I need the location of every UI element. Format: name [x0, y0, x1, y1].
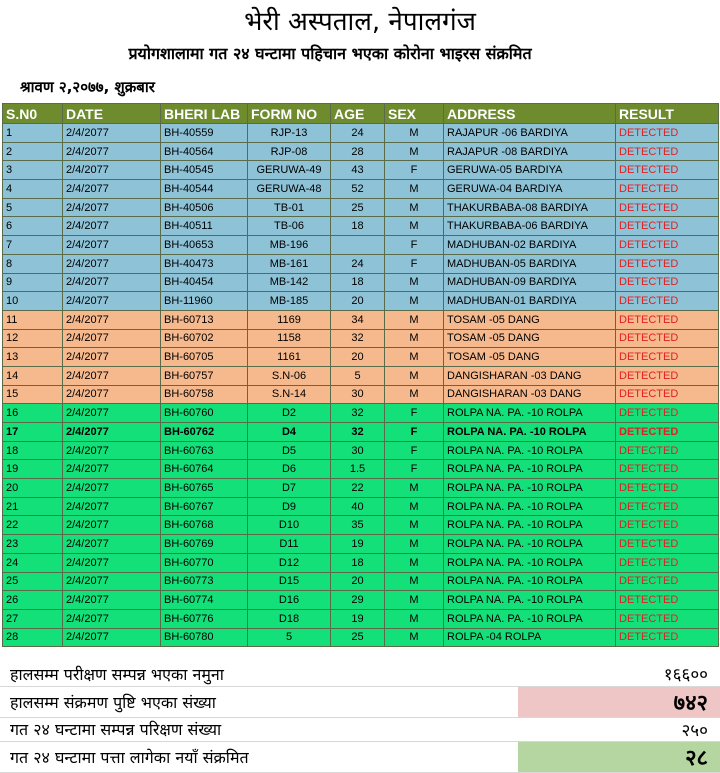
col-result-cell: DETECTED — [616, 553, 719, 572]
col-bheri-lab-cell: BH-60767 — [161, 497, 248, 516]
summary-table — [0, 662, 720, 773]
col-date-cell: 2/4/2077 — [63, 198, 161, 217]
col-sex-cell: F — [385, 441, 444, 460]
col-form-no-cell: 1169 — [248, 310, 331, 329]
col-result-cell: DETECTED — [616, 310, 719, 329]
col-date-cell: 2/4/2077 — [63, 161, 161, 180]
col-address-cell: ROLPA NA. PA. -10 ROLPA — [444, 535, 616, 554]
table-row — [3, 180, 719, 199]
col-bheri-lab-cell: BH-40545 — [161, 161, 248, 180]
col-sno-cell: 7 — [3, 236, 63, 255]
col-result-cell: DETECTED — [616, 572, 719, 591]
col-form-no-cell: MB-142 — [248, 273, 331, 292]
col-age-cell: 18 — [331, 273, 385, 292]
col-age-cell: 24 — [331, 124, 385, 143]
col-address-header: ADDRESS — [444, 104, 616, 124]
col-form-no-cell: D10 — [248, 516, 331, 535]
col-address-cell: DANGISHARAN -03 DANG — [444, 366, 616, 385]
col-address-cell: ROLPA NA. PA. -10 ROLPA — [444, 423, 616, 442]
col-bheri-lab-cell: BH-40473 — [161, 254, 248, 273]
col-sex-cell: F — [385, 254, 444, 273]
col-age-cell: 28 — [331, 142, 385, 161]
col-sno-header: S.N0 — [3, 104, 63, 124]
table-row — [3, 479, 719, 498]
col-bheri-lab-cell: BH-60776 — [161, 609, 248, 628]
col-sex-cell: M — [385, 497, 444, 516]
col-address-cell: TOSAM -05 DANG — [444, 329, 616, 348]
col-bheri-lab-cell: BH-40564 — [161, 142, 248, 161]
col-age-cell: 22 — [331, 479, 385, 498]
table-row — [3, 292, 719, 311]
summary-label: हालसम्म संक्रमण पुष्टि भएका संख्या — [0, 686, 518, 717]
col-age-cell: 5 — [331, 366, 385, 385]
col-age-cell: 52 — [331, 180, 385, 199]
table-row — [3, 254, 719, 273]
col-sno-cell: 2 — [3, 142, 63, 161]
table-row — [3, 535, 719, 554]
col-address-cell: ROLPA NA. PA. -10 ROLPA — [444, 591, 616, 610]
col-form-no-cell: D4 — [248, 423, 331, 442]
col-date-cell: 2/4/2077 — [63, 236, 161, 255]
col-date-cell: 2/4/2077 — [63, 591, 161, 610]
col-date-cell: 2/4/2077 — [63, 329, 161, 348]
col-sex-cell: M — [385, 479, 444, 498]
col-form-no-cell: GERUWA-49 — [248, 161, 331, 180]
table-row — [3, 591, 719, 610]
col-age-cell: 18 — [331, 553, 385, 572]
col-date-cell: 2/4/2077 — [63, 497, 161, 516]
col-result-cell: DETECTED — [616, 124, 719, 143]
col-sno-cell: 23 — [3, 535, 63, 554]
col-age-cell: 34 — [331, 310, 385, 329]
col-form-no-cell: 1158 — [248, 329, 331, 348]
col-sex-cell: M — [385, 217, 444, 236]
col-form-no-cell: MB-185 — [248, 292, 331, 311]
col-result-cell: DETECTED — [616, 535, 719, 554]
col-date-cell: 2/4/2077 — [63, 535, 161, 554]
col-result-cell: DETECTED — [616, 142, 719, 161]
col-sex-cell: M — [385, 366, 444, 385]
col-form-no-cell: D15 — [248, 572, 331, 591]
col-result-cell: DETECTED — [616, 348, 719, 367]
col-date-cell: 2/4/2077 — [63, 366, 161, 385]
col-sno-cell: 8 — [3, 254, 63, 273]
col-form-no-cell: D2 — [248, 404, 331, 423]
col-form-no-cell: RJP-08 — [248, 142, 331, 161]
summary-value: २५० — [518, 717, 720, 741]
col-sex-cell: M — [385, 516, 444, 535]
col-result-cell: DETECTED — [616, 497, 719, 516]
col-address-cell: GERUWA-05 BARDIYA — [444, 161, 616, 180]
col-age-header: AGE — [331, 104, 385, 124]
col-bheri-lab-cell: BH-40454 — [161, 273, 248, 292]
col-sno-cell: 16 — [3, 404, 63, 423]
col-sno-cell: 3 — [3, 161, 63, 180]
col-date-cell: 2/4/2077 — [63, 310, 161, 329]
col-sex-cell: M — [385, 553, 444, 572]
col-age-cell: 18 — [331, 217, 385, 236]
table-row — [3, 628, 719, 647]
col-address-cell: ROLPA NA. PA. -10 ROLPA — [444, 516, 616, 535]
summary-row — [0, 717, 720, 741]
col-address-cell: MADHUBAN-05 BARDIYA — [444, 254, 616, 273]
col-sno-cell: 6 — [3, 217, 63, 236]
col-bheri-lab-cell: BH-60705 — [161, 348, 248, 367]
col-date-cell: 2/4/2077 — [63, 217, 161, 236]
col-sno-cell: 5 — [3, 198, 63, 217]
summary-row — [0, 686, 720, 717]
summary-label: गत २४ घन्टामा सम्पन्न परिक्षण संख्या — [0, 717, 518, 741]
col-bheri-lab-cell: BH-60780 — [161, 628, 248, 647]
col-result-cell: DETECTED — [616, 423, 719, 442]
summary-value: २८ — [518, 741, 720, 772]
col-result-cell: DETECTED — [616, 591, 719, 610]
table-row — [3, 236, 719, 255]
summary-value: ७४२ — [518, 686, 720, 717]
col-bheri-lab-cell: BH-60764 — [161, 460, 248, 479]
col-result-cell: DETECTED — [616, 609, 719, 628]
col-sno-cell: 12 — [3, 329, 63, 348]
col-bheri-lab-cell: BH-60758 — [161, 385, 248, 404]
table-row — [3, 124, 719, 143]
table-row — [3, 348, 719, 367]
col-sno-cell: 14 — [3, 366, 63, 385]
col-result-cell: DETECTED — [616, 441, 719, 460]
table-header-row — [3, 104, 719, 124]
col-age-cell: 32 — [331, 423, 385, 442]
col-bheri-lab-cell: BH-60757 — [161, 366, 248, 385]
col-sex-cell: M — [385, 591, 444, 610]
col-date-cell: 2/4/2077 — [63, 273, 161, 292]
col-bheri-lab-cell: BH-60713 — [161, 310, 248, 329]
col-age-cell: 1.5 — [331, 460, 385, 479]
col-date-cell: 2/4/2077 — [63, 572, 161, 591]
col-age-cell: 32 — [331, 404, 385, 423]
col-date-cell: 2/4/2077 — [63, 180, 161, 199]
col-form-no-cell: D12 — [248, 553, 331, 572]
table-row — [3, 497, 719, 516]
col-bheri-lab-cell: BH-40653 — [161, 236, 248, 255]
col-address-cell: TOSAM -05 DANG — [444, 348, 616, 367]
col-sex-cell: F — [385, 404, 444, 423]
table-row — [3, 572, 719, 591]
table-row — [3, 161, 719, 180]
col-sex-cell: F — [385, 460, 444, 479]
col-age-cell: 25 — [331, 198, 385, 217]
table-row — [3, 516, 719, 535]
col-result-cell: DETECTED — [616, 404, 719, 423]
col-form-no-cell: S.N-14 — [248, 385, 331, 404]
page-title: भेरी अस्पताल, नेपालगंज — [244, 7, 476, 37]
col-age-cell: 20 — [331, 292, 385, 311]
col-age-cell: 32 — [331, 329, 385, 348]
col-form-no-cell: D7 — [248, 479, 331, 498]
col-bheri-lab-cell: BH-40511 — [161, 217, 248, 236]
col-sno-cell: 21 — [3, 497, 63, 516]
col-sex-cell: F — [385, 236, 444, 255]
col-sex-cell: M — [385, 180, 444, 199]
col-bheri-lab-cell: BH-60769 — [161, 535, 248, 554]
col-result-header: RESULT — [616, 104, 719, 124]
col-bheri-lab-cell: BH-60765 — [161, 479, 248, 498]
col-result-cell: DETECTED — [616, 198, 719, 217]
col-address-cell: ROLPA NA. PA. -10 ROLPA — [444, 404, 616, 423]
table-row — [3, 553, 719, 572]
col-date-cell: 2/4/2077 — [63, 479, 161, 498]
col-sex-cell: M — [385, 609, 444, 628]
col-result-cell: DETECTED — [616, 292, 719, 311]
col-form-no-cell: D5 — [248, 441, 331, 460]
col-age-cell: 25 — [331, 628, 385, 647]
col-sex-cell: F — [385, 423, 444, 442]
summary-value: १६६०० — [518, 662, 720, 686]
col-result-cell: DETECTED — [616, 385, 719, 404]
col-address-cell: ROLPA NA. PA. -10 ROLPA — [444, 479, 616, 498]
col-bheri-lab-cell: BH-60760 — [161, 404, 248, 423]
col-bheri-lab-cell: BH-60770 — [161, 553, 248, 572]
col-address-cell: ROLPA NA. PA. -10 ROLPA — [444, 609, 616, 628]
col-date-cell: 2/4/2077 — [63, 460, 161, 479]
col-form-no-cell: S.N-06 — [248, 366, 331, 385]
col-form-no-cell: GERUWA-48 — [248, 180, 331, 199]
report-date: श्रावण २,२०७७, शुक्रबार — [20, 78, 155, 96]
col-form-no-cell: RJP-13 — [248, 124, 331, 143]
col-sno-cell: 26 — [3, 591, 63, 610]
col-age-cell: 30 — [331, 385, 385, 404]
col-address-cell: ROLPA NA. PA. -10 ROLPA — [444, 553, 616, 572]
table-row — [3, 273, 719, 292]
col-address-cell: MADHUBAN-02 BARDIYA — [444, 236, 616, 255]
col-sex-cell: M — [385, 572, 444, 591]
table-row — [3, 366, 719, 385]
col-age-cell: 29 — [331, 591, 385, 610]
col-form-no-cell: 1161 — [248, 348, 331, 367]
col-result-cell: DETECTED — [616, 273, 719, 292]
col-date-cell: 2/4/2077 — [63, 292, 161, 311]
col-bheri-lab-cell: BH-40506 — [161, 198, 248, 217]
col-age-cell: 40 — [331, 497, 385, 516]
col-date-cell: 2/4/2077 — [63, 516, 161, 535]
col-sex-cell: M — [385, 292, 444, 311]
col-address-cell: GERUWA-04 BARDIYA — [444, 180, 616, 199]
col-sno-cell: 22 — [3, 516, 63, 535]
col-age-cell — [331, 236, 385, 255]
col-form-no-cell: D11 — [248, 535, 331, 554]
col-sex-cell: M — [385, 628, 444, 647]
col-age-cell: 35 — [331, 516, 385, 535]
summary-label: हालसम्म परीक्षण सम्पन्न भएका नमुना — [0, 662, 518, 686]
col-address-cell: MADHUBAN-09 BARDIYA — [444, 273, 616, 292]
patients-table — [2, 103, 719, 647]
col-form-no-cell: MB-196 — [248, 236, 331, 255]
col-address-cell: RAJAPUR -08 BARDIYA — [444, 142, 616, 161]
col-address-cell: DANGISHARAN -03 DANG — [444, 385, 616, 404]
col-date-cell: 2/4/2077 — [63, 385, 161, 404]
col-form-no-cell: TB-01 — [248, 198, 331, 217]
col-sex-cell: M — [385, 273, 444, 292]
col-age-cell: 43 — [331, 161, 385, 180]
col-sex-header: SEX — [385, 104, 444, 124]
col-bheri-lab-cell: BH-60763 — [161, 441, 248, 460]
col-date-cell: 2/4/2077 — [63, 628, 161, 647]
col-sno-cell: 27 — [3, 609, 63, 628]
table-row — [3, 385, 719, 404]
col-address-cell: ROLPA NA. PA. -10 ROLPA — [444, 460, 616, 479]
col-address-cell: ROLPA NA. PA. -10 ROLPA — [444, 572, 616, 591]
col-address-cell: THAKURBABA-06 BARDIYA — [444, 217, 616, 236]
col-bheri-lab-cell: BH-40559 — [161, 124, 248, 143]
col-date-cell: 2/4/2077 — [63, 348, 161, 367]
col-result-cell: DETECTED — [616, 628, 719, 647]
col-date-header: DATE — [63, 104, 161, 124]
col-bheri-lab-cell: BH-11960 — [161, 292, 248, 311]
col-date-cell: 2/4/2077 — [63, 404, 161, 423]
col-age-cell: 19 — [331, 535, 385, 554]
col-address-cell: ROLPA -04 ROLPA — [444, 628, 616, 647]
col-sno-cell: 25 — [3, 572, 63, 591]
table-row — [3, 310, 719, 329]
col-result-cell: DETECTED — [616, 516, 719, 535]
col-form-no-cell: D16 — [248, 591, 331, 610]
col-age-cell: 30 — [331, 441, 385, 460]
col-sex-cell: M — [385, 142, 444, 161]
col-sno-cell: 9 — [3, 273, 63, 292]
col-sex-cell: M — [385, 124, 444, 143]
table-row — [3, 441, 719, 460]
col-sno-cell: 28 — [3, 628, 63, 647]
col-address-cell: MADHUBAN-01 BARDIYA — [444, 292, 616, 311]
col-age-cell: 20 — [331, 572, 385, 591]
col-bheri-lab-cell: BH-60702 — [161, 329, 248, 348]
col-sno-cell: 19 — [3, 460, 63, 479]
table-row — [3, 460, 719, 479]
col-address-cell: TOSAM -05 DANG — [444, 310, 616, 329]
page-subtitle: प्रयोगशालामा गत २४ घन्टामा पहिचान भएका कोरोना भाइरस संक्रमित — [128, 44, 532, 63]
col-result-cell: DETECTED — [616, 217, 719, 236]
col-bheri-lab-cell: BH-60774 — [161, 591, 248, 610]
table-body — [3, 124, 719, 647]
col-form-no-cell: D9 — [248, 497, 331, 516]
col-form-no-header: FORM NO — [248, 104, 331, 124]
col-result-cell: DETECTED — [616, 479, 719, 498]
col-sno-cell: 13 — [3, 348, 63, 367]
col-bheri-lab-cell: BH-60768 — [161, 516, 248, 535]
col-sno-cell: 11 — [3, 310, 63, 329]
col-result-cell: DETECTED — [616, 180, 719, 199]
table-row — [3, 609, 719, 628]
col-bheri-lab-cell: BH-60762 — [161, 423, 248, 442]
col-address-cell: RAJAPUR -06 BARDIYA — [444, 124, 616, 143]
summary-label: गत २४ घन्टामा पत्ता लागेका नयाँ संक्रमित — [0, 741, 518, 772]
col-date-cell: 2/4/2077 — [63, 423, 161, 442]
col-age-cell: 24 — [331, 254, 385, 273]
col-sex-cell: M — [385, 535, 444, 554]
col-sex-cell: F — [385, 161, 444, 180]
col-bheri-lab-cell: BH-40544 — [161, 180, 248, 199]
col-result-cell: DETECTED — [616, 254, 719, 273]
col-date-cell: 2/4/2077 — [63, 142, 161, 161]
col-age-cell: 20 — [331, 348, 385, 367]
col-sno-cell: 10 — [3, 292, 63, 311]
col-result-cell: DETECTED — [616, 236, 719, 255]
col-date-cell: 2/4/2077 — [63, 553, 161, 572]
col-bheri-lab-cell: BH-60773 — [161, 572, 248, 591]
col-sex-cell: M — [385, 348, 444, 367]
col-date-cell: 2/4/2077 — [63, 609, 161, 628]
col-age-cell: 19 — [331, 609, 385, 628]
col-sex-cell: M — [385, 329, 444, 348]
col-result-cell: DETECTED — [616, 366, 719, 385]
col-sno-cell: 17 — [3, 423, 63, 442]
col-date-cell: 2/4/2077 — [63, 441, 161, 460]
col-form-no-cell: TB-06 — [248, 217, 331, 236]
col-sno-cell: 4 — [3, 180, 63, 199]
col-sex-cell: M — [385, 310, 444, 329]
col-sno-cell: 15 — [3, 385, 63, 404]
col-sex-cell: M — [385, 385, 444, 404]
table-row — [3, 329, 719, 348]
col-form-no-cell: 5 — [248, 628, 331, 647]
table-row — [3, 423, 719, 442]
col-bheri-lab-header: BHERI LAB — [161, 104, 248, 124]
table-row — [3, 217, 719, 236]
col-form-no-cell: MB-161 — [248, 254, 331, 273]
col-sno-cell: 24 — [3, 553, 63, 572]
col-sno-cell: 1 — [3, 124, 63, 143]
col-address-cell: ROLPA NA. PA. -10 ROLPA — [444, 441, 616, 460]
table-row — [3, 142, 719, 161]
col-address-cell: THAKURBABA-08 BARDIYA — [444, 198, 616, 217]
col-result-cell: DETECTED — [616, 460, 719, 479]
col-form-no-cell: D6 — [248, 460, 331, 479]
col-address-cell: ROLPA NA. PA. -10 ROLPA — [444, 497, 616, 516]
col-form-no-cell: D18 — [248, 609, 331, 628]
table-row — [3, 198, 719, 217]
col-result-cell: DETECTED — [616, 161, 719, 180]
col-date-cell: 2/4/2077 — [63, 254, 161, 273]
summary-row — [0, 662, 720, 686]
table-row — [3, 404, 719, 423]
col-date-cell: 2/4/2077 — [63, 124, 161, 143]
col-sno-cell: 18 — [3, 441, 63, 460]
col-result-cell: DETECTED — [616, 329, 719, 348]
col-sex-cell: M — [385, 198, 444, 217]
summary-row — [0, 741, 720, 772]
col-sno-cell: 20 — [3, 479, 63, 498]
